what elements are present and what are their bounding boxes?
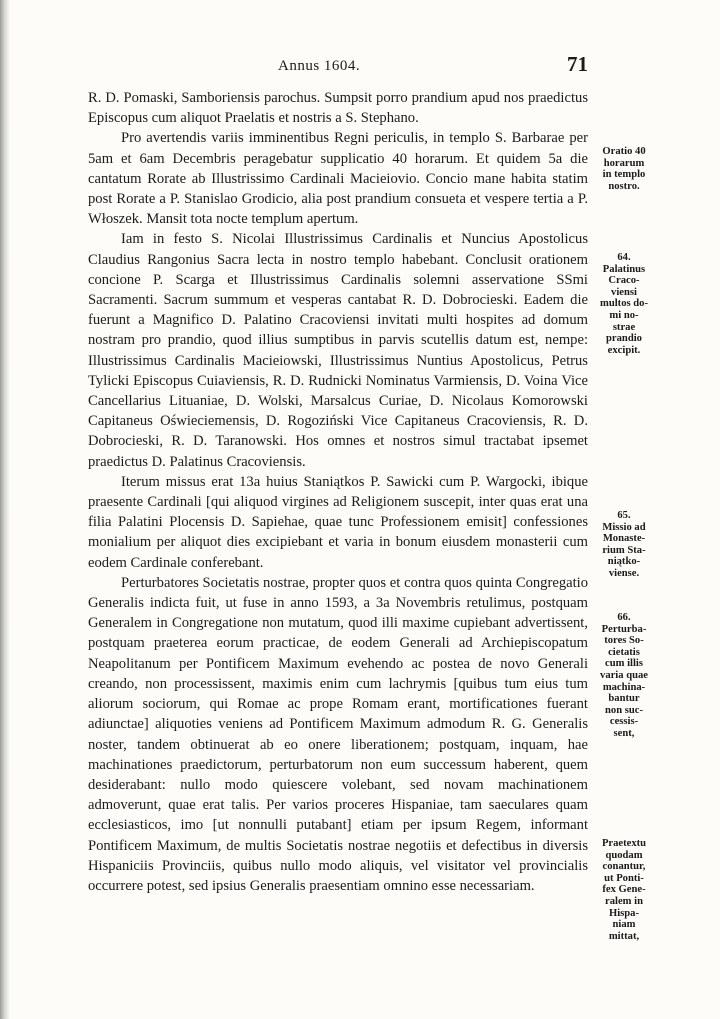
margin-note-praetextu: Praetextu quodam conantur, ut Ponti- fex Gene- ralem in Hispa- niam mittat,: [601, 838, 647, 942]
paragraph-perturbatores: Perturbatores Societatis nostrae, propter quos et contra quos quinta Congregatio Generalis indicta fuit, ut fuse in anno 1593, a 3a Novembris retulimus, postquam Generalem in Congregatione non mutatum, quod illi maxime cupiebant advertissent, postquam praeterea eorum practicae, de eodem Generali ad Archiepiscopatum Neapolitanum per Pontificem Maximum evehendo ac postea de novo Generali creando, non processissent, maximis enim cum lachrymis [quibus tum eius tum aliorum sociorum, qui Romae ac prope Romam erant, mortificationes fuerant adiunctae] aliquoties veniens ad Pontificem Maximum admodum R. G. Generalis noster, tandem obtinuerat ab eo onere liberationem; postquam, inquam, hae machinationes praedictorum, perturbatorum non eum successum haberent, quem desiderabant: nullo modo quiescere volebant, sed novam machinationem admoverunt, quae erat talis. Per varios proceres Hispaniae, tam saeculares quam ecclesiasticos, imo [ut nonnulli putabant] etiam per ipsum Regem, informant Pontificem Maximum, de multis Societatis nostrae negotiis et defectibus in diversis Hispaniciis Provinciis, quibus nullo modo aliquis, vel visitator vel provincialis occurrere potest, sed ipsius Generalis praesentiam omnino esse necessariam.: [88, 574, 588, 894]
running-title: Annus 1604.: [278, 58, 361, 74]
page-number: 71: [567, 52, 588, 76]
margin-note-65: 65. Missio ad Monaste- rium Sta- niątko- viense.: [602, 510, 646, 579]
paragraph-pomaski: R. D. Pomaski, Samboriensis parochus. Sumpsit porro prandium apud nos praedictus Episcopus cum aliquot Praelatis et nostris a S. Stephano.: [88, 90, 588, 127]
margin-note-oratio: Oratio 40 horarum in templo nostro.: [602, 146, 646, 192]
body-text: [88, 88, 588, 896]
margin-note-66: 66. Perturba- tores So- cietatis cum illis varia quae machina- bantur non suc- cessis- sent,: [600, 612, 648, 739]
margin-note-64: 64. Palatinus Craco- viensi multos do- mi no- strae prandio excipit.: [600, 252, 648, 356]
paragraph-staniatkos: Iterum missus erat 13a huius Staniątkos P. Sawicki cum P. Wargocki, ibique praesente Cardinali [qui aliquod virgines ad Religionem suscepit, inter quas erat una filia Palatini Plocensis D. Sapiehae, quae tunc Professionem emisit] confessiones monialium per aliquot dies excipiebant et varia in bonum eiusdem monasterii cum eodem Cardinale conferebant.: [88, 473, 588, 571]
page-gutter-shadow: [0, 0, 10, 1019]
paragraph-supplicatio: Pro avertendis variis imminentibus Regni periculis, in templo S. Barbarae per 5am et 6am Decembris peragebatur supplicatio 40 horarum. Et quidem 5a die cantatum Rorate ab Illustrissimo Cardinali Macieiovio. Concio mane habita statim post Rorate a P. Stanislao Grodicio, alia post prandium consueta et vespere tertia a P. Włoszek. Mansit tota nocte templum apertum.: [88, 130, 588, 228]
page-header: [88, 52, 588, 82]
paragraph-festo-nicolai: Iam in festo S. Nicolai Illustrissimus Cardinalis et Nuncius Apostolicus Claudius Rangonius Sacra lecta in nostro templo habebant. Conclusit orationem concione P. Scarga et Illustrissimus Cardinalis solemni asservatione SSmi Sacramenti. Sacrum summum et vesperas cantabat R. D. Dobrocieski. Eadem die fuerunt a Magnifico D. Palatino Cracoviensi invitati multi hospites ad domum nostram pro prandio, quod illius sumptibus in parvis scutellis datum est, nempe: Illustrissimus Cardinalis Macieiowski, Illustrissimus Nuntius Apostolicus, Petrus Tylicki Episcopus Cuiaviensis, R. D. Rudnicki Nominatus Varmiensis, D. Voina Vice Cancellarius Lituaniae, D. Wolski, Marsalcus Curiae, D. Nicolaus Komorowski Capitaneus Oświeciemensis, D. Rogoziński Vice Capitaneus Cracoviensis, R. D. Dobrocieski, R. D. Taranowski. Hos omnes et nostros simul tractabat ipsemet praedictus D. Palatinus Cracoviensis.: [88, 231, 588, 470]
